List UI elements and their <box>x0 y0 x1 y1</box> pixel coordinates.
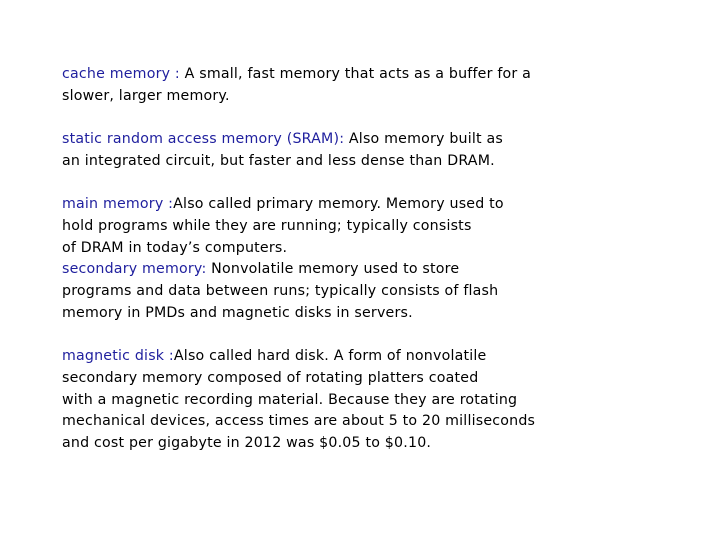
definition-text: A small, fast memory that acts as a buffer for a <box>179 66 532 82</box>
definition-sram <box>62 129 702 172</box>
definition-magnetic-disk <box>62 346 702 455</box>
term-magnetic-disk: magnetic disk : <box>62 348 174 365</box>
definition-line: secondary memory composed of rotating platters coated <box>62 369 479 386</box>
definition-line <box>62 129 702 151</box>
definition-secondary-memory <box>62 259 702 324</box>
term-cache-memory: cache memory : <box>62 66 180 82</box>
definition-line: hold programs while they are running; typically consists <box>62 217 472 234</box>
definition-main-memory <box>62 194 702 259</box>
definition-line: of DRAM in today’s computers. <box>62 239 288 256</box>
definition-line: programs and data between runs; typically consists of flash <box>62 283 499 299</box>
spacer <box>62 173 702 195</box>
definition-line: and cost per gigabyte in 2012 was $0.05 to $0.10. <box>62 434 432 451</box>
definition-line <box>62 259 702 281</box>
definition-text: Also called hard disk. A form of nonvolatile <box>173 348 487 365</box>
definition-line: an integrated circuit, but faster and less dense than DRAM. <box>62 152 495 169</box>
definition-text: Also called primary memory. Memory used to <box>173 196 504 213</box>
definition-line <box>62 194 702 216</box>
definition-line: slower, larger memory. <box>62 87 230 104</box>
spacer <box>62 107 702 129</box>
definition-line <box>62 346 702 368</box>
term-main-memory: main memory : <box>62 196 174 213</box>
definition-cache-memory <box>62 64 702 107</box>
spacer <box>62 324 702 346</box>
definition-line: with a magnetic recording material. Because they are rotating <box>62 391 518 408</box>
definition-text: Nonvolatile memory used to store <box>206 261 460 278</box>
definitions-text <box>62 64 702 455</box>
definition-line: mechanical devices, access times are about 5 to 20 milliseconds <box>62 413 536 430</box>
term-secondary-memory: secondary memory: <box>62 261 207 278</box>
definition-text: Also memory built as <box>344 131 503 148</box>
definition-line: memory in PMDs and magnetic disks in servers. <box>62 304 413 321</box>
term-sram: static random access memory (SRAM): <box>62 131 345 148</box>
definition-line <box>62 64 702 86</box>
